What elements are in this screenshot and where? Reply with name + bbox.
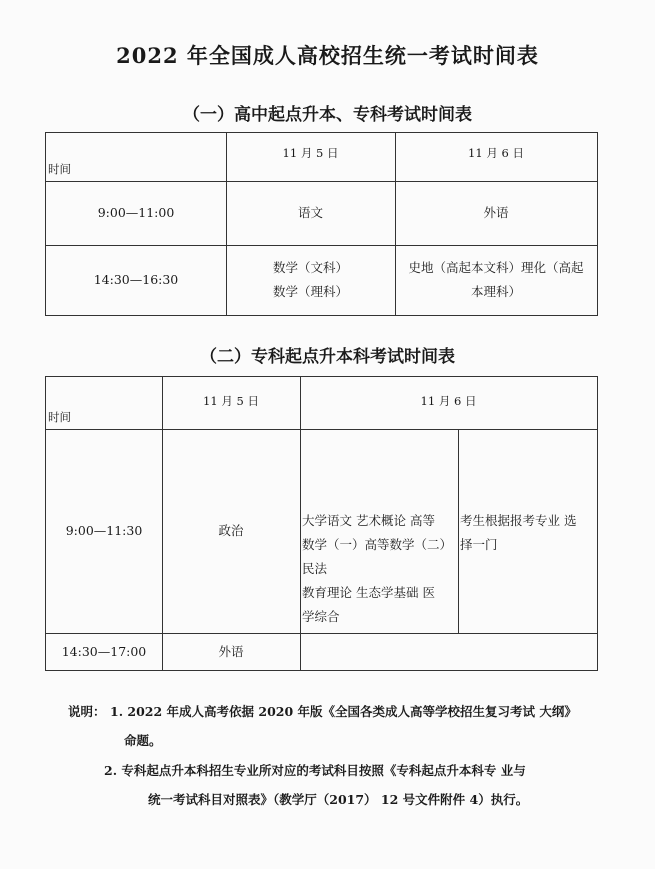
page-title: 2022 年全国成人高校招生统一考试时间表	[116, 43, 539, 68]
row2-day2	[300, 633, 597, 670]
row1-day1: 语文	[297, 205, 323, 221]
header-day2: 11 月 6 日	[468, 146, 524, 161]
row2-time: 14:30—17:00	[61, 643, 147, 659]
header-day1: 11 月 5 日	[282, 146, 339, 161]
row1-day1: 政治	[218, 523, 244, 539]
row2-day2-line1: 史地（高起本文科）理化（高起	[408, 260, 584, 276]
notes-label: 说明：	[68, 704, 106, 719]
row2-day1: 外语	[218, 643, 244, 659]
row2-day2	[395, 245, 597, 315]
subjects-line-1: 大学语文 艺术概论 高等	[302, 513, 435, 528]
subjects-line-4: 教育理论 生态学基础 医	[302, 585, 435, 600]
section1-heading: （一）高中起点升本、专科考试时间表	[183, 105, 472, 125]
row2-time: 14:30—16:30	[93, 272, 179, 288]
schedule-table-2	[45, 376, 598, 671]
notes-line-4: 统一考试科目对照表》（教学厅（2017） 12 号文件附件 4）执行。	[148, 792, 529, 807]
subjects-line-5: 学综合	[302, 609, 340, 624]
row1-time: 9:00—11:30	[65, 523, 143, 539]
notes-line-3: 2. 专科起点升本科招生专业所对应的考试科目按照《专科起点升本科专 业与	[104, 763, 526, 778]
notes-line-1: 1. 2022 年成人高考依据 2020 年版《全国各类成人高等学校招生复习考试 大纲》	[110, 704, 577, 719]
row1-day2: 外语	[483, 205, 509, 221]
subjects-line-3: 民法	[302, 561, 328, 576]
note-line-1: 考生根据报考专业 选	[460, 513, 577, 528]
header-day1: 11 月 5 日	[203, 394, 259, 409]
section2-heading: （二）专科起点升本科考试时间表	[200, 347, 455, 367]
header-time: 时间	[48, 162, 71, 177]
header-day2: 11 月 6 日	[420, 394, 477, 409]
subjects-line-2: 数学（一）高等数学（二）	[302, 537, 453, 552]
row2-day2-line2: 本理科）	[470, 284, 521, 299]
note-line-2: 择一门	[460, 537, 498, 552]
row1-day2-subjects	[302, 509, 460, 633]
row2-day1-line2: 数学（理科）	[272, 284, 348, 299]
row2-day1	[226, 245, 395, 315]
row1-time: 9:00—11:00	[97, 205, 175, 221]
header-time: 时间	[48, 410, 71, 425]
notes-line-2: 命题。	[124, 733, 162, 748]
schedule-table-1	[45, 132, 598, 316]
row2-day1-line1: 数学（文科）	[272, 260, 348, 276]
row1-day2-note	[460, 509, 597, 569]
